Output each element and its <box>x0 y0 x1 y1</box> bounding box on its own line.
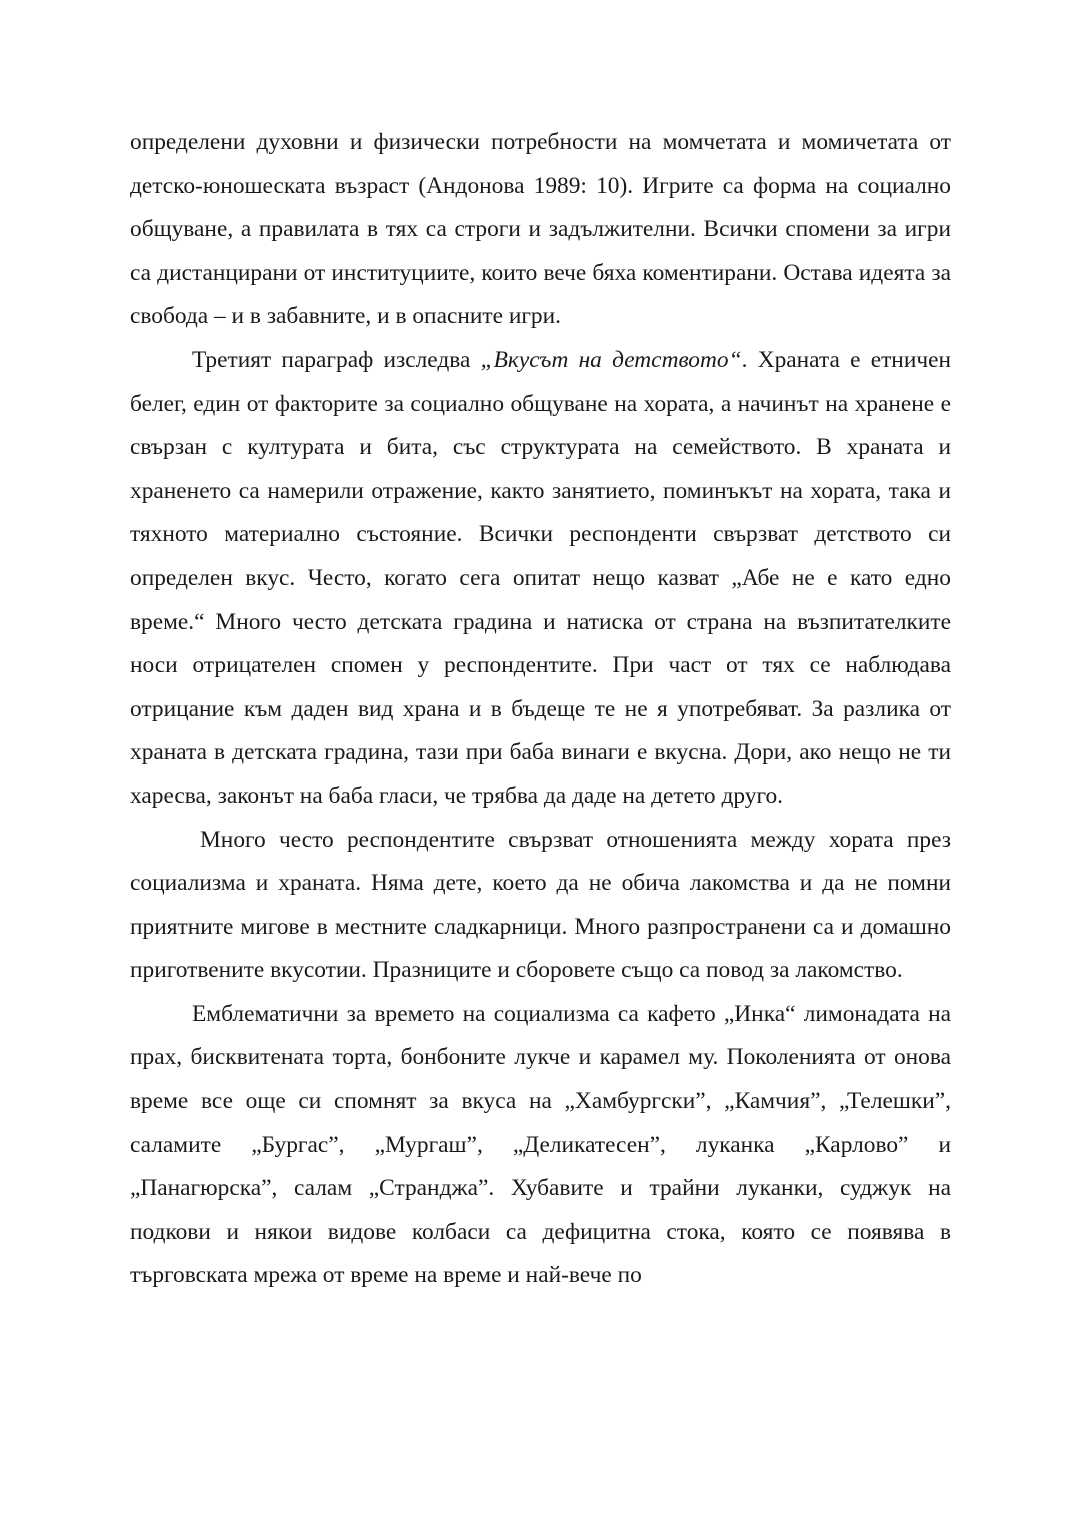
paragraph-taste-of-childhood <box>130 339 951 819</box>
paragraph-lead-in: Третият параграф изследва <box>192 346 481 373</box>
body-text <box>130 121 951 1298</box>
paragraph-emblematic-foods: Емблематични за времето на социализма са кафето „Инка“ лимонадата на прах, бисквитената торта, бонбоните лукче и карамел му. Поколенията от онова време все още си спомнят за вкуса на „Хамбургски”, „Камчия”, „Телешки”, саламите „Бургас”, „Мургаш”, „Деликатесен”, луканка „Карлово” и „Панагюрска”, салам „Странджа”. Хубавите и трайни луканки, суджук на подкови и някои видове колбаси са дефицитна стока, която се появява в търговската мрежа от време на време и най-вече по <box>130 1000 951 1289</box>
paragraph-socialism-food: Много често респондентите свързват отношенията между хората през социализма и храната. Няма дете, което да не обича лакомства и да не помни приятните мигове в местните сладкарници. Много разпространени са и домашно приготвените вкусотии. Празниците и сборовете също са повод за лакомство. <box>130 826 951 984</box>
paragraph-continuation: . Храната е етничен белег, един от факторите за социално общуване на хората, а начинът на хранене е свързан с културата и бита, със структурата на семейството. В храната и храненето са намерили отражение, както занятието, поминъкът на хората, така и тяхното материално състояние. Всички респонденти свързват детството си определен вкус. Често, когато сега опитат нещо казват „Абе не е като едно време.“ Много често детската градина и натиска от страна на възпитателките носи отрицателен спомен у респондентите. При част от тях се наблюдава отрицание към даден вид храна и в бъдеще те не я употребяват. За разлика от храната в детската градина, тази при баба винаги е вкусна. Дори, ако нещо не ти харесва, законът на баба гласи, че трябва да даде на детето друго. <box>130 346 951 809</box>
paragraph-games: определени духовни и физически потребности на момчетата и момичетата от детско-юношеската възраст (Андонова 1989: 10). Игрите са форма на социално общуване, а правилата в тях са строги и задължителни. Всички спомени за игри са дистанцирани от институциите, които вече бяха коментирани. Остава идеята за свобода – и в забавните, и в опасните игри. <box>130 129 951 330</box>
section-title-italic: „Вкусът на детството“ <box>480 346 742 373</box>
